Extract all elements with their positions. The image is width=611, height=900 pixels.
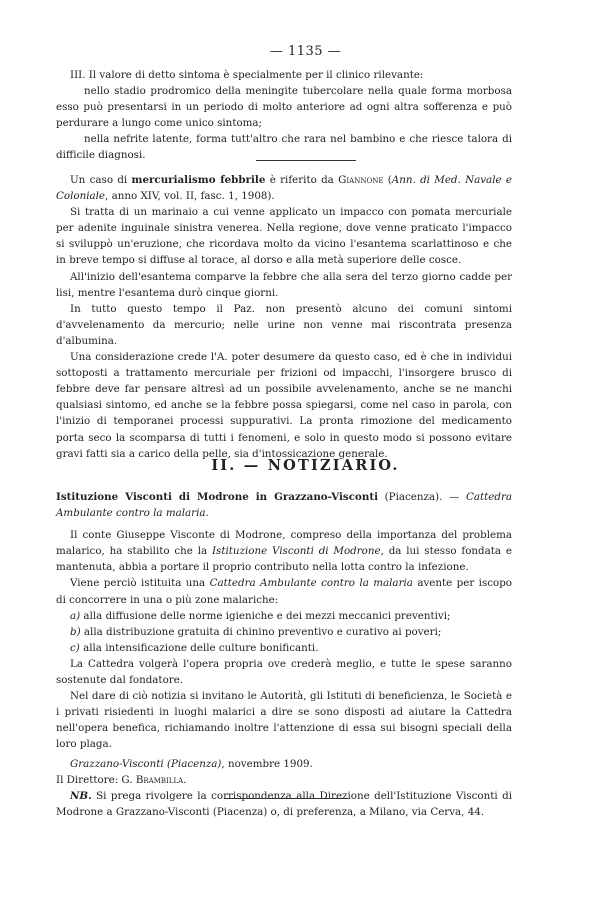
notice-signature: Il Direttore: G. Brambilla. [56,773,187,786]
article-author: Giannone [338,174,384,186]
paragraph-meningite: nello stadio prodromico della meningite tubercolare nella quale forma morbosa esso può presentarsi in un periodo di molto anteriore ad ogni altra sofferenza e può perdurare a lungo come unico sintoma; [56,85,512,130]
paragraph-iii: III. Il valore di detto sintoma è specialmente per il clinico rilevante: [70,69,424,81]
article-paragraph-4: Una considerazione crede l'A. poter desumere da questo caso, ed è che in individui sottoposti a trattamento mercuriale per frizioni od impacchi, l'insorgere brusco di febbre deve far pensare altresì ad un possibile avvelenamento, anche se ne manchi qualsiasi sintomo, ed anche se la febbre possa spiegarsi, come nel caso in parola, con l'inizio di temporanei processi suppurativi. La pronta rimozione del medicamento porta seco la scomparsa di tutti i fenomeni, e solo in questo modo si possono evitare gravi fatti sia a carico della pelle, sia d'intossicazione generale. [56,351,512,460]
separator-rule [256,160,356,161]
article-paragraph-1: Si tratta di un marinaio a cui venne applicato un impacco con pomata mercuriale per adenite inguinale sinistra venerea. Nella regione, dove venne praticato l'impacco si sviluppò un'eruzione, che ricordava molto da vicino l'esantema scarlattinoso e che in breve tempo si diffuse al torace, al dorso e alla metà superiore delle cosce. [56,206,512,267]
notice-paragraph-1: Il conte Giuseppe Visconte di Modrone, compreso della importanza del problema malarico, ha stabilito che la Istituzione Visconti di Modrone, da lui stesso fondata e mantenuta, abbia a portare il proprio contributo nella lotta contro la infezione. [56,529,512,574]
notice-heading-title: Istituzione Visconti di Modrone in Grazzano-Visconti [56,491,379,503]
article-intro: Un caso di mercurialismo febbrile è riferito da Giannone (Ann. di Med. Navale e Coloniale, anno XIV, vol. II, fasc. 1, 1908). [56,174,512,203]
article-paragraph-3: In tutto questo tempo il Paz. non presentò alcuno dei comuni sintomi d'avvelenamento da mercurio; nelle urine non venne mai riscontrata presenza d'albumina. [56,302,512,347]
bottom-rule [224,798,348,799]
notice-heading-sub: Cattedra Ambulante contro la malaria. [56,491,513,520]
notice-paragraph-2: Viene perciò istituita una Cattedra Ambulante contro la malaria avente per iscopo di concorrere in una o più zone malariche: [56,577,512,606]
article-title: mercurialismo febbrile [131,174,266,186]
section-title: II. — NOTIZIARIO. [211,457,400,474]
list-item: c) alla intensificazione delle culture bonificanti. [70,641,319,654]
top-block [56,67,512,164]
article-mercurialismo [56,172,512,462]
notice-block [56,489,512,820]
list-item: a) alla diffusione delle norme igieniche e dei mezzi meccanici preventivi; [70,609,451,622]
list-item: b) alla distribuzione gratuita di chinino preventivo e curativo ai poveri; [70,625,442,638]
notice-heading: Istituzione Visconti di Modrone in Grazzano-Visconti (Piacenza). — Cattedra Ambulante contro la malaria. [56,491,513,520]
paragraph-nefrite: nella nefrite latente, forma tutt'altro che rara nel bambino e che riesce talora di difficile diagnosi. [56,133,512,162]
page-number: — 1135 — [269,44,342,59]
notice-paragraph-3: La Cattedra volgerà l'opera propria ove crederà meglio, e tutte le spese saranno sostenute dal fondatore. [56,657,512,687]
notice-nb: NB. Si prega rivolgere la corrispondenza alla Direzione dell'Istituzione Visconti di Modrone a Grazzano-Visconti (Piacenza) o, di preferenza, a Milano, via Cerva, 44. [56,789,512,818]
notice-paragraph-4: Nel dare di ciò notizia si invitano le Autorità, gli Istituti di beneficienza, le Società e i privati risiedenti in luoghi malarici a dire se sono disposti ad aiutare la Cattedra nell'opera benefica, richiamando inoltre l'attenzione di essa sui bisogni speciali della loro plaga. [56,690,512,751]
notice-dateline: Grazzano-Visconti (Piacenza), novembre 1909. [70,757,313,770]
article-journal: Ann. di Med. Navale e Coloniale [56,174,512,203]
article-paragraph-2: All'inizio dell'esantema comparve la febbre che alla sera del terzo giorno cadde per lisi, mentre l'esantema durò cinque giorni. [56,270,512,299]
